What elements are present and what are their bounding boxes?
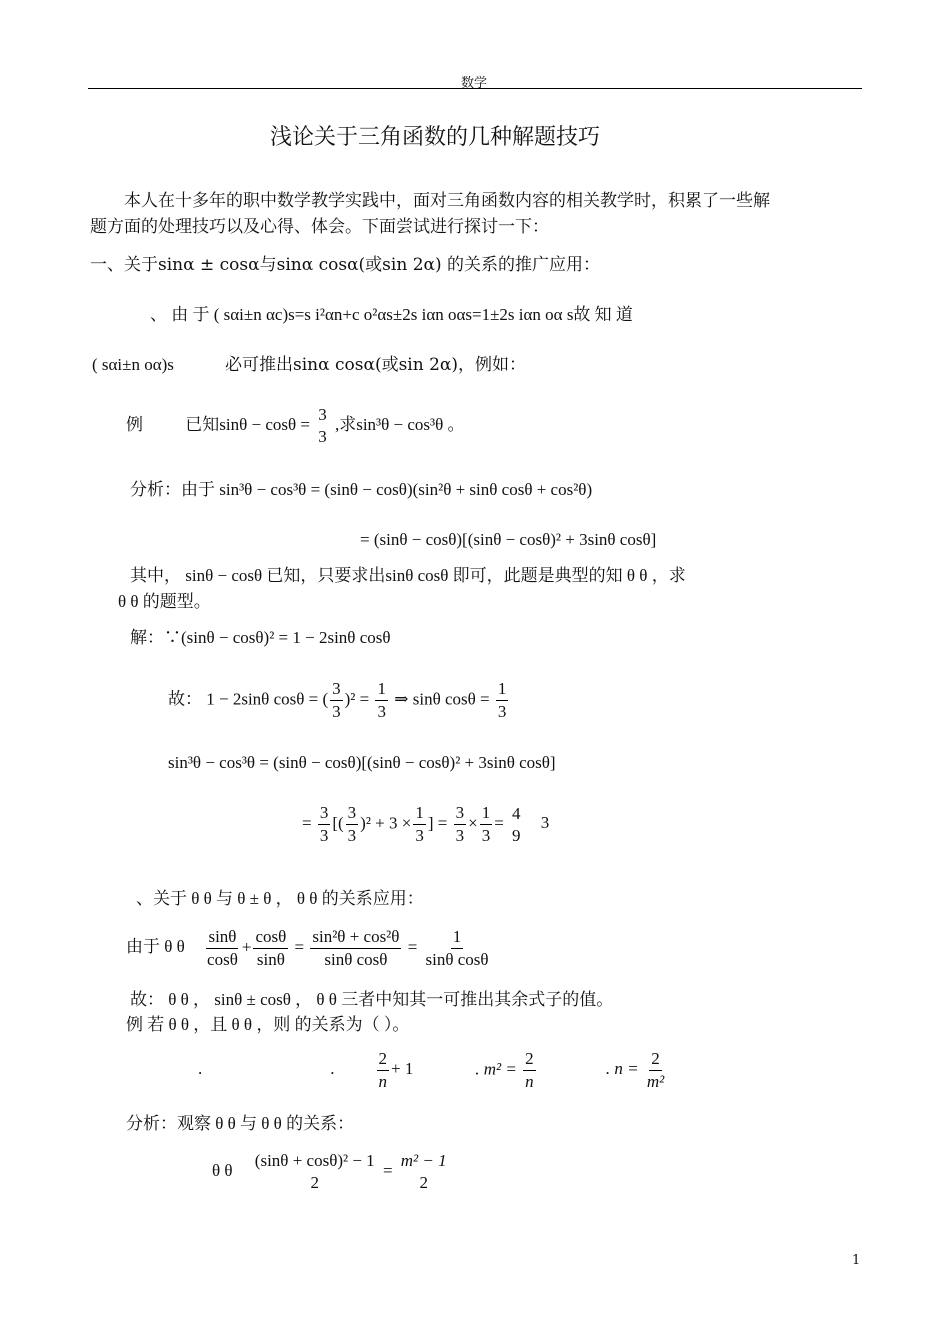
fraction-numerator: 1: [451, 926, 464, 949]
example-label: 例: [126, 414, 143, 434]
text: =: [294, 937, 305, 957]
text: 由于 θ θ: [126, 937, 185, 957]
fraction-denominator: 3: [481, 826, 491, 845]
text: )² =: [344, 689, 370, 709]
text: [(: [332, 813, 344, 833]
text: ×: [468, 813, 478, 833]
fraction-numerator: m² − 1: [400, 1151, 447, 1170]
fraction: [424, 926, 491, 971]
intro-line-2: 题方面的处理技巧以及心得、体会。下面尝试进行探讨一下：: [90, 217, 549, 237]
fraction-denominator: cosθ: [207, 950, 238, 969]
intro-line-1: 本人在十多年的职中数学教学实践中，面对三角函数内容的相关教学时，积累了一些解: [124, 191, 770, 211]
fraction-numerator: 2: [523, 1048, 536, 1071]
fraction: [496, 678, 509, 723]
fraction-numerator: cosθ: [253, 926, 288, 949]
analysis-1-line-1: 分析：由于 sin³θ − cos³θ = (sinθ − cosθ)(sin²θ + sinθ cosθ + cos²θ): [130, 480, 593, 499]
fraction: [375, 678, 388, 723]
solution-1-line-3: sin³θ − cos³θ = (sinθ − cosθ)[(sinθ − cosθ)² + 3sinθ cosθ]: [168, 753, 556, 772]
fraction-denominator: 3: [347, 826, 357, 845]
analysis-1-line-4: θ θ 的题型。: [118, 592, 211, 611]
fraction-denominator: 3: [318, 427, 327, 446]
fraction: [253, 1150, 377, 1194]
fraction-denominator: 3: [332, 702, 341, 721]
fraction-denominator: sinθ cosθ: [425, 950, 489, 969]
text: =: [407, 937, 418, 957]
fraction: [330, 678, 343, 723]
text: +: [241, 937, 252, 957]
header-rule: [88, 88, 862, 89]
fraction: [346, 802, 359, 847]
text: θ θ: [212, 1160, 233, 1180]
fraction-numerator: 3: [318, 405, 327, 424]
fraction-denominator: 9: [512, 825, 521, 845]
fraction: [399, 1150, 449, 1194]
fraction-denominator: 3: [377, 702, 386, 721]
analysis-2-line-1: 分析：观察 θ θ 与 θ θ 的关系：: [126, 1114, 355, 1133]
text: )² + 3 ×: [360, 813, 412, 833]
fraction-numerator: 3: [346, 802, 359, 825]
choice-d: . n =: [605, 1059, 639, 1079]
section-2-line-3: 例 若 θ θ ，且 θ θ ，则 的关系为（ ）。: [126, 1015, 410, 1034]
text: ] =: [427, 813, 448, 833]
text: + 1: [391, 1059, 414, 1079]
fraction-denominator: 2: [419, 1173, 428, 1192]
fraction: [318, 802, 331, 847]
text: ⇒ sinθ cosθ =: [394, 689, 490, 709]
fraction-numerator: 1: [413, 802, 426, 825]
choices-row: [198, 1048, 668, 1093]
text: =: [382, 1160, 393, 1180]
example-post: ,求sin³θ − cos³θ 。: [334, 414, 465, 434]
fraction-denominator: 3: [319, 826, 329, 845]
page-number: 1: [852, 1253, 861, 1268]
fraction-numerator: 1: [480, 802, 493, 825]
example-pre: 已知sinθ − cosθ =: [185, 414, 310, 434]
fraction-denominator: 3: [497, 702, 507, 721]
fraction: [310, 926, 401, 971]
fraction-denominator: 3: [455, 826, 465, 845]
fraction: [454, 802, 467, 847]
paragraph-1-line-2a: ( sαi±n οα)s: [92, 355, 174, 374]
choice-a: .: [198, 1059, 203, 1079]
fraction: [413, 802, 426, 847]
solution-1-line-1: 解：∵(sinθ − cosθ)² = 1 − 2sinθ cosθ: [130, 628, 391, 647]
solution-1-line-2: [168, 678, 510, 723]
fraction-numerator: (sinθ + cosθ)² − 1: [254, 1151, 375, 1170]
fraction-numerator: 3: [454, 802, 467, 825]
section-1-heading: 一、关于sinα ± cosα与sinα cosα(或sin 2α) 的关系的推广应用：: [90, 255, 601, 275]
fraction-numerator: 3: [318, 802, 331, 825]
fraction-denominator: sinθ cosθ: [324, 950, 388, 969]
fraction: [253, 926, 288, 971]
text: =: [494, 813, 504, 833]
paragraph-1-line-2b: 必可推出sinα cosα(或sin 2α)，例如：: [225, 355, 527, 375]
fraction: [377, 1048, 390, 1093]
paragraph-1-line-1: 、 由 于 ( sαi±n αc)s=s i²αn+c ο²αs±2s iαn οαs=1±2s iαn οα s故 知 道: [150, 305, 633, 324]
fraction: [523, 1048, 536, 1093]
fraction: [316, 404, 329, 448]
fraction-denominator: sinθ: [256, 950, 285, 969]
text: 3: [540, 813, 550, 833]
fraction-numerator: 2: [377, 1048, 390, 1071]
fraction: [205, 926, 240, 971]
fraction: [510, 803, 523, 847]
fraction-numerator: 1: [375, 678, 388, 701]
fraction-numerator: 3: [330, 678, 343, 701]
section-2-line-1: [126, 926, 493, 971]
fraction-numerator: sinθ: [206, 926, 238, 949]
fraction: [645, 1048, 666, 1093]
fraction-numerator: 2: [649, 1048, 662, 1071]
text: =: [302, 813, 312, 833]
choice-c: . m² =: [475, 1059, 517, 1079]
running-header: 数学: [461, 76, 488, 91]
fraction-denominator: 2: [310, 1173, 319, 1192]
choice-b: .: [330, 1059, 335, 1079]
page-title: 浅论关于三角函数的几种解题技巧: [270, 125, 601, 150]
example-1: [126, 404, 465, 448]
analysis-1-line-2: = (sinθ − cosθ)[(sinθ − cosθ)² + 3sinθ cosθ]: [360, 530, 657, 549]
fraction-denominator: m²: [646, 1072, 665, 1091]
fraction-denominator: n: [525, 1072, 534, 1091]
fraction-numerator: 1: [496, 678, 509, 701]
fraction: [480, 802, 493, 847]
analysis-1-line-3: 其中， sinθ − cosθ 已知，只要求出sinθ cosθ 即可，此题是典型的知 θ θ ，求: [130, 566, 686, 585]
analysis-2-line-2: [212, 1150, 451, 1194]
section-2-heading: 、关于 θ θ 与 θ ± θ ， θ θ 的关系应用：: [136, 889, 424, 908]
text: 故： 1 − 2sinθ cosθ = (: [168, 689, 329, 709]
fraction-numerator: sin²θ + cos²θ: [310, 926, 401, 949]
fraction-numerator: 4: [512, 803, 521, 823]
fraction-denominator: 3: [415, 826, 424, 845]
solution-1-line-4: [302, 802, 549, 847]
fraction-denominator: n: [378, 1072, 387, 1091]
section-2-line-2: 故： θ θ ， sinθ ± cosθ ， θ θ 三者中知其一可推出其余式子的值。: [130, 990, 614, 1009]
